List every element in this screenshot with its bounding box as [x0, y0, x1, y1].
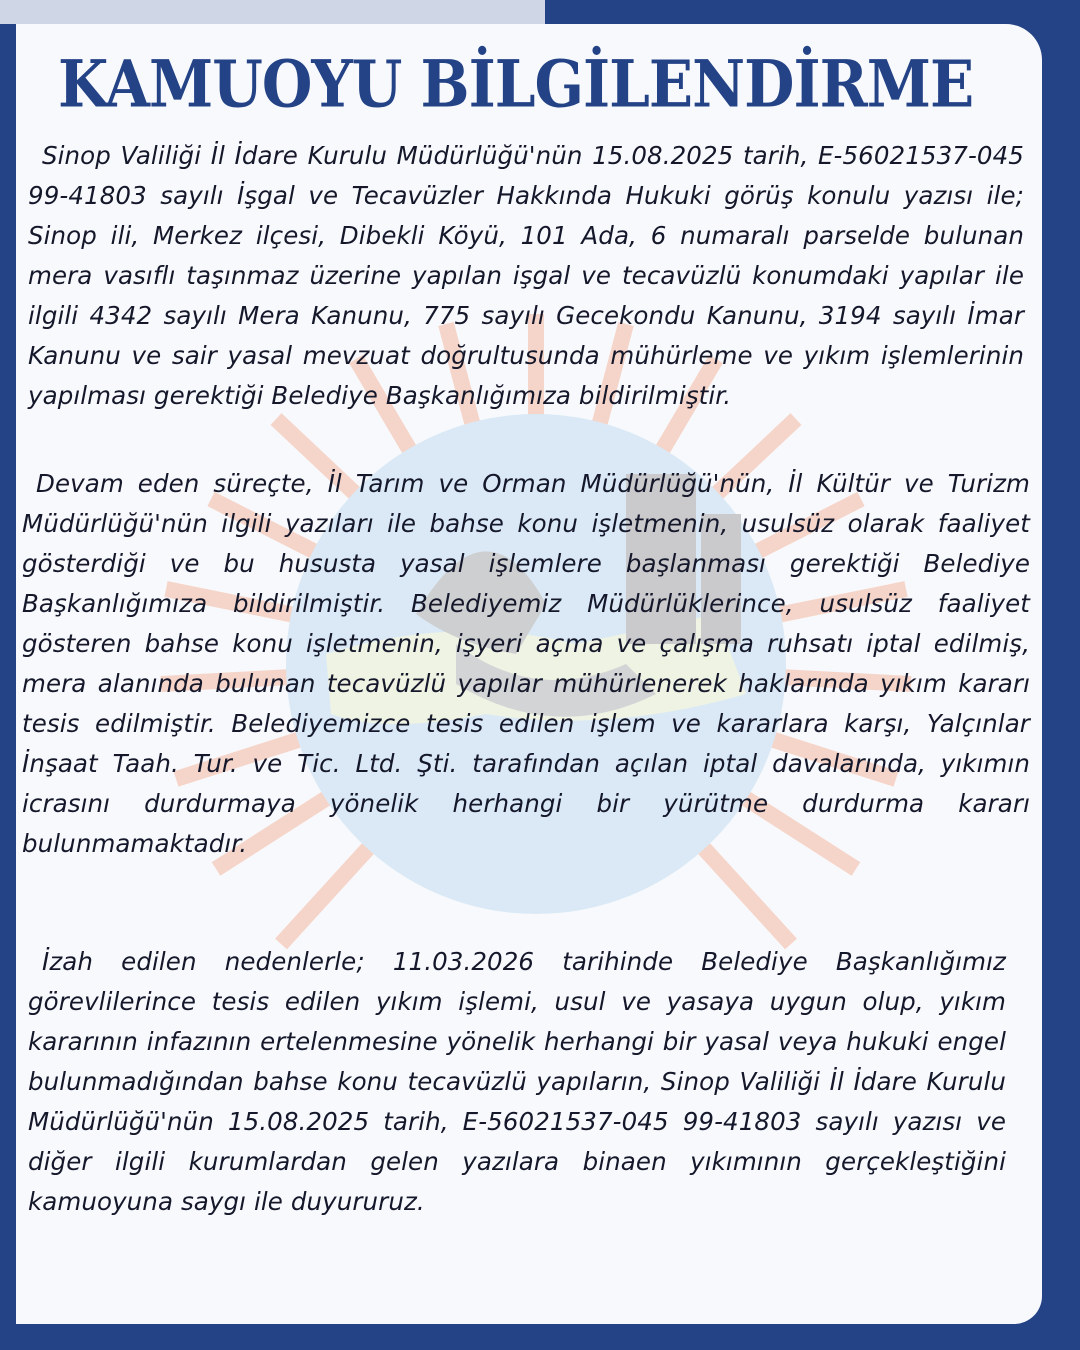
paragraph-2: Devam eden süreçte, İl Tarım ve Orman Müdürlüğü'nün, İl Kültür ve Turizm Müdürlüğü'nün ilgili yazıları ile bahse konu işletmenin, usulsüz olarak faaliyet gösterdiği ve bu hususta yasal işlemlere başlanması gerektiği Belediye Başkanlığımıza bildirilmiştir. Belediyemiz Müdürlüklerince, usulsüz faaliyet gösteren bahse konu işletmenin, işyeri açma ve çalışma ruhsatı iptal edilmiş, mera alanında bulunan tecavüzlü yapılar mühürlenerek haklarında yıkım kararı tesis edilmiştir. Belediyemizce tesis edilen işlem ve kararlara karşı, Yalçınlar İnşaat Taah. Tur. ve Tic. Ltd. Şti. tarafından açılan iptal davalarında, yıkımın icrasını durdurmaya yönelik herhangi bir yürütme durdurma kararı bulunmamaktadır.	[22, 469, 1030, 858]
announcement-card	[16, 24, 1042, 1324]
top-accent-strip	[0, 0, 545, 24]
paragraph-3: İzah edilen nedenlerle; 11.03.2026 tarihinde Belediye Başkanlığımız görevlilerince tesis edilen yıkım işlemi, usul ve yasaya uygun olup, yıkım kararının infazının ertelenmesine yönelik herhangi bir yasal veya hukuki engel bulunmadığından bahse konu tecavüzlü yapıların, Sinop Valiliği İl İdare Kurulu Müdürlüğü'nün 15.08.2025 tarih, E-56021537-045 99-41803 sayılı yazısı ve diğer ilgili kurumlardan gelen yazılara binaen yıkımının gerçekleştiğini kamuoyuna saygı ile duyururuz.	[28, 947, 1006, 1216]
paragraph-1: Sinop Valiliği İl İdare Kurulu Müdürlüğü'nün 15.08.2025 tarih, E-56021537-045 99-41803 sayılı İşgal ve Tecavüzler Hakkında Hukuki görüş konulu yazısı ile; Sinop ili, Merkez ilçesi, Dibekli Köyü, 101 Ada, 6 numaralı parselde bulunan mera vasıflı taşınmaz üzerine yapılan işgal ve tecavüzlü konumdaki yapılar ile ilgili 4342 sayılı Mera Kanunu, 775 sayılı Gecekondu Kanunu, 3194 sayılı İmar Kanunu ve sair yasal mevzuat doğrultusunda mühürleme ve yıkım işlemlerinin yapılması gerektiği Belediye Başkanlığımıza bildirilmiştir.	[28, 141, 1024, 410]
page-title: KAMUOYU BİLGİLENDİRME	[58, 46, 974, 123]
